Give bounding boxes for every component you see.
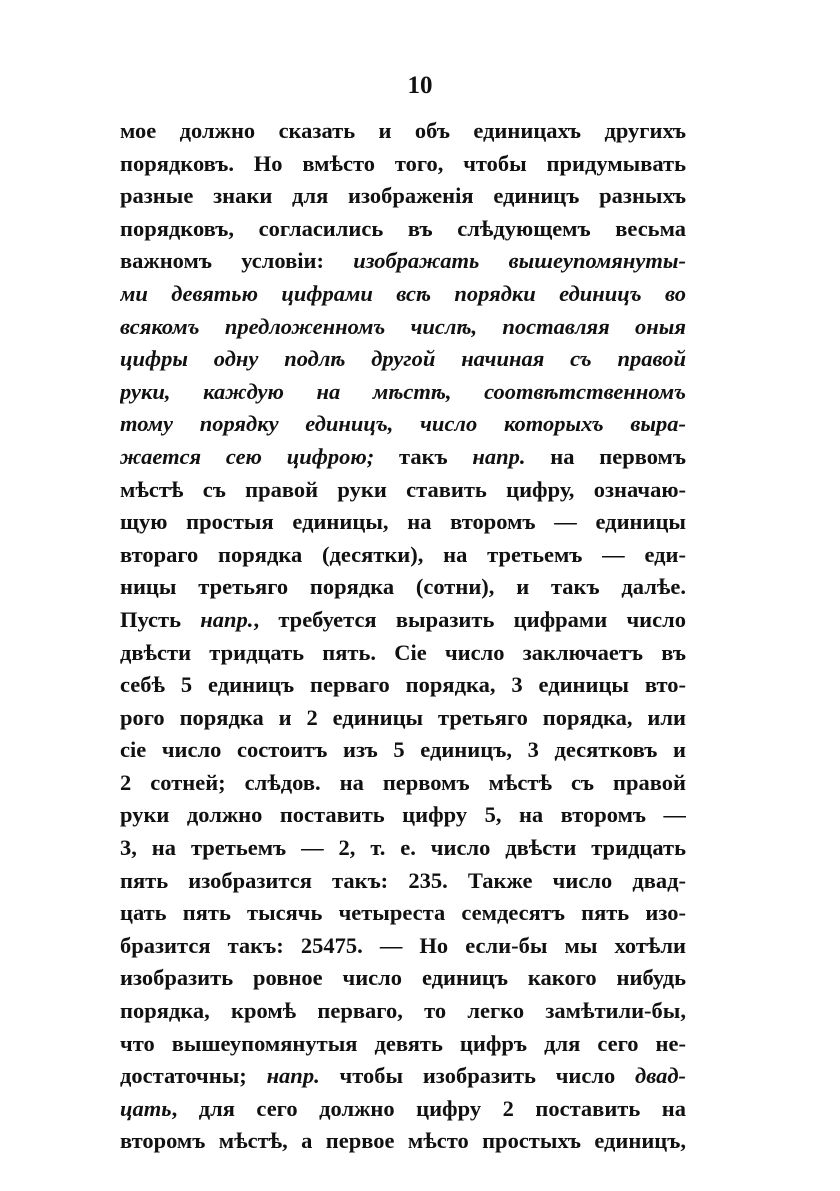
text-segment: мое должно сказать и объ единицахъ другихъ <box>120 118 686 143</box>
text-segment: изобразить ровное число единицъ какого нибудь <box>120 965 686 991</box>
text-line <box>120 865 686 898</box>
text-segment: втораго порядка (десятки), на третьемъ — еди- <box>120 541 686 567</box>
text-segment: 3, на третьемъ — 2, т. е. число двѣсти тридцать <box>120 835 686 861</box>
body-text <box>120 115 686 1158</box>
text-line <box>120 1125 686 1158</box>
italic-text-segment: изображать вышеупомянуты- <box>353 248 686 274</box>
text-segment: важномъ условіи: <box>120 248 354 274</box>
text-segment: ницы третьяго порядка (сотни), и такъ далѣе. <box>120 574 686 600</box>
text-line <box>120 571 686 604</box>
text-line <box>120 408 686 441</box>
text-line <box>120 506 686 539</box>
text-segment: , требуется выразить цифрами число <box>253 606 686 632</box>
italic-text-segment: руки, каждую на мѣстѣ, соотвѣтственномъ <box>120 378 686 404</box>
text-line <box>120 1093 686 1126</box>
italic-text-segment: жается сею цифрою; <box>120 443 375 469</box>
text-line <box>120 897 686 930</box>
text-segment: себѣ 5 единицъ перваго порядка, 3 единицы вто- <box>120 672 686 698</box>
text-segment: , для сего должно цифру 2 поставить на <box>171 1095 686 1121</box>
italic-text-segment: ми девятью цифрами всѣ порядки единицъ во <box>120 280 686 306</box>
text-segment: рого порядка и 2 единицы третьяго порядка, или <box>120 704 686 730</box>
text-segment: бразится такъ: 25475. — Но если-бы мы хотѣли <box>120 932 686 958</box>
text-line <box>120 115 686 148</box>
text-segment: что вышеупомянутыя девять цифръ для сего не- <box>120 1030 686 1056</box>
italic-text-segment: цать <box>120 1095 172 1121</box>
text-segment: пять изобразится такъ: 235. Также число двад- <box>120 867 686 893</box>
text-segment: сіе число состоитъ изъ 5 единицъ, 3 десятковъ и <box>120 737 686 763</box>
text-line <box>120 832 686 865</box>
text-line <box>120 1060 686 1093</box>
text-line <box>120 245 686 278</box>
text-line <box>120 702 686 735</box>
text-segment: разные знаки для изображенія единицъ разныхъ <box>120 183 686 209</box>
text-segment: порядковъ, согласились въ слѣдующемъ весьма <box>120 215 686 241</box>
text-line <box>120 734 686 767</box>
text-line <box>120 604 686 637</box>
text-segment: порядковъ. Но вмѣсто того, чтобы придумывать <box>120 150 686 176</box>
italic-text-segment: напр. <box>472 443 526 469</box>
text-segment: руки должно поставить цифру 5, на второмъ — <box>120 802 686 828</box>
text-line <box>120 474 686 507</box>
text-line <box>120 767 686 800</box>
text-segment: второмъ мѣстѣ, а первое мѣсто простыхъ единицъ, <box>120 1128 686 1154</box>
text-line <box>120 311 686 344</box>
italic-text-segment: цифры одну подлѣ другой начиная съ правой <box>120 346 686 372</box>
italic-text-segment: напр. <box>200 606 254 632</box>
text-segment: на первомъ <box>525 443 686 469</box>
text-line <box>120 669 686 702</box>
text-segment: щую простыя единицы, на второмъ — единицы <box>120 509 686 535</box>
text-line <box>120 799 686 832</box>
italic-text-segment: двад- <box>635 1063 686 1089</box>
text-line <box>120 213 686 246</box>
text-line <box>120 930 686 963</box>
text-line <box>120 278 686 311</box>
text-line <box>120 441 686 474</box>
text-line <box>120 376 686 409</box>
text-line <box>120 180 686 213</box>
text-segment: 2 сотней; слѣдов. на первомъ мѣстѣ съ правой <box>120 769 686 795</box>
text-line <box>120 962 686 995</box>
page-number: 10 <box>407 72 433 99</box>
italic-text-segment: всякомъ предложенномъ числѣ, поставляя оныя <box>120 313 686 339</box>
text-segment: достаточны; <box>120 1063 267 1089</box>
text-segment: цать пять тысячь четыреста семдесятъ пять изо- <box>120 900 686 926</box>
text-segment: мѣстѣ съ правой руки ставить цифру, означаю- <box>120 476 686 502</box>
text-line <box>120 637 686 670</box>
text-segment: такъ <box>374 443 473 469</box>
text-line <box>120 539 686 572</box>
text-segment: порядка, кромѣ перваго, то легко замѣтили-бы, <box>120 998 686 1024</box>
text-segment: Пусть <box>120 606 201 632</box>
text-segment: двѣсти тридцать пять. Сіе число заключаетъ въ <box>120 639 686 665</box>
italic-text-segment: напр. <box>266 1063 320 1089</box>
text-line <box>120 148 686 181</box>
text-line <box>120 995 686 1028</box>
text-line <box>120 1028 686 1061</box>
text-segment: чтобы изобразить число <box>319 1063 636 1089</box>
text-line <box>120 343 686 376</box>
italic-text-segment: тому порядку единицъ, число которыхъ выра- <box>120 411 686 437</box>
